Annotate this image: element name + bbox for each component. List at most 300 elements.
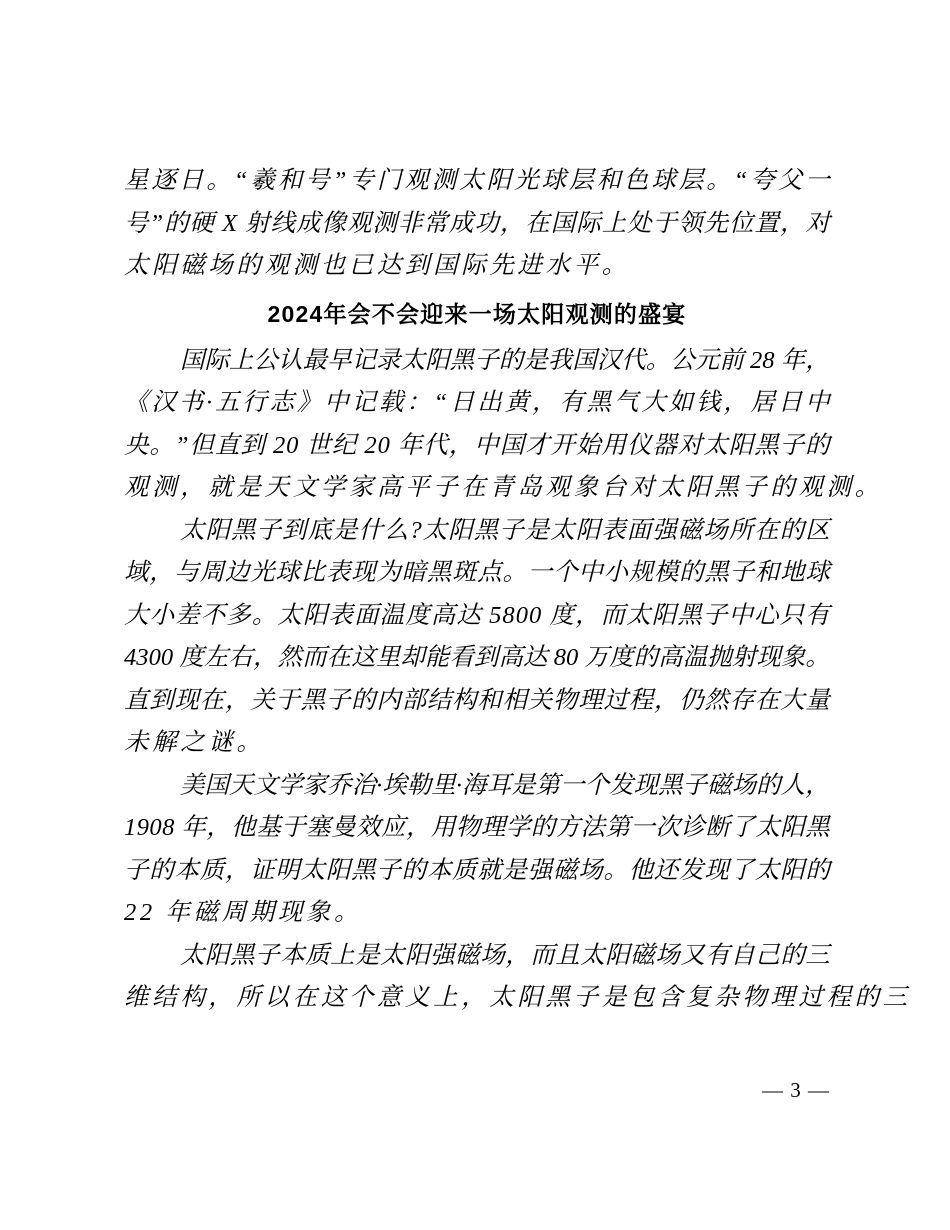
glyph: 美 <box>180 771 205 799</box>
glyph: 子 <box>256 516 281 544</box>
glyph: 大 <box>124 601 149 629</box>
text-run: 未解之谜。 <box>124 729 265 756</box>
glyph: 磁 <box>707 771 732 799</box>
glyph: 于 <box>652 209 678 237</box>
glyph: 到 <box>473 644 499 671</box>
glyph: 是 <box>510 771 536 799</box>
glyph: 次 <box>655 814 680 841</box>
glyph: 仪 <box>626 431 652 459</box>
glyph: 0 <box>529 601 542 629</box>
glyph: 和 <box>277 167 303 194</box>
glyph: 8 <box>502 601 515 629</box>
glyph: 出 <box>477 389 502 416</box>
glyph: 面 <box>626 516 652 544</box>
text-line <box>124 203 830 246</box>
glyph: ， <box>499 209 525 237</box>
text-run: 22 年磁周期现象。 <box>124 899 363 926</box>
glyph: 中 <box>805 389 830 416</box>
glyph: 度 <box>179 644 204 671</box>
glyph: 阳 <box>425 346 450 374</box>
glyph: 小 <box>149 601 175 629</box>
glyph: 。 <box>603 856 628 884</box>
glyph: 效 <box>356 814 381 841</box>
glyph: ” <box>332 167 347 194</box>
glyph: 球 <box>805 559 830 586</box>
text-line <box>124 722 830 765</box>
glyph: 海 <box>461 771 487 799</box>
glyph: 地 <box>780 559 805 586</box>
glyph: 。 <box>251 601 277 629</box>
glyph: “ <box>233 167 248 194</box>
glyph: 的 <box>805 431 830 459</box>
glyph: 0 <box>566 644 579 671</box>
glyph: 太 <box>459 167 484 194</box>
glyph: 8 <box>762 346 775 374</box>
glyph: 温 <box>682 644 708 671</box>
glyph: 边 <box>224 559 250 586</box>
glyph: 有 <box>705 941 730 969</box>
glyph: ， <box>224 856 250 884</box>
text-run: 观测，就是天文学家高平子在青岛观象台对太阳黑子的观测。 <box>124 474 883 501</box>
glyph: 三 <box>805 941 830 969</box>
glyph: 诊 <box>680 814 705 841</box>
glyph: 阳 <box>728 431 754 459</box>
glyph: 高 <box>658 644 683 671</box>
glyph: 子 <box>474 346 499 374</box>
glyph: 和 <box>754 559 780 586</box>
glyph: 的 <box>779 516 805 544</box>
glyph: 黑 <box>754 431 779 459</box>
glyph: 光 <box>514 167 539 194</box>
glyph: 才 <box>525 431 550 459</box>
glyph: 度 <box>549 601 574 629</box>
glyph: 了 <box>729 856 755 884</box>
glyph: 过 <box>603 686 628 714</box>
glyph: 本 <box>280 941 305 969</box>
glyph: ， <box>405 814 431 841</box>
glyph: 阳 <box>325 856 351 884</box>
glyph: 强 <box>652 516 677 544</box>
glyph: 耳 <box>486 771 511 799</box>
glyph: · <box>455 771 462 799</box>
glyph: 线 <box>270 209 296 237</box>
glyph: 模 <box>653 559 679 586</box>
glyph: 阳 <box>575 516 601 544</box>
glyph: 表 <box>328 601 353 629</box>
glyph: 学 <box>278 771 303 799</box>
glyph: 号 <box>305 167 330 194</box>
glyph: X <box>222 209 238 237</box>
glyph: 领 <box>678 209 703 237</box>
glyph: ， <box>653 686 679 714</box>
glyph: 的 <box>780 941 805 969</box>
glyph: 高 <box>430 601 456 629</box>
glyph: 色 <box>623 167 649 194</box>
glyph: 阳 <box>651 601 677 629</box>
glyph: 是 <box>355 941 380 969</box>
glyph: 程 <box>628 686 654 714</box>
glyph: 处 <box>627 209 652 237</box>
glyph: 什 <box>358 516 383 544</box>
glyph: 5 <box>489 601 502 629</box>
glyph: 志 <box>269 389 295 416</box>
glyph: 《 <box>124 389 149 416</box>
glyph: 像 <box>321 209 347 237</box>
glyph: 在 <box>199 686 225 714</box>
glyph: 不 <box>200 601 226 629</box>
section-heading: 2024年会不会迎来一场太阳观测的盛宴 <box>267 300 687 327</box>
glyph: 阳 <box>205 941 230 969</box>
glyph: 汉 <box>596 346 622 374</box>
glyph: 逐 <box>151 167 176 194</box>
glyph: 方 <box>555 814 581 841</box>
glyph: 器 <box>652 431 677 459</box>
glyph: 中 <box>578 559 603 586</box>
glyph: 。 <box>502 559 528 586</box>
glyph: 国 <box>550 209 576 237</box>
glyph: 成 <box>448 209 474 237</box>
glyph: 硬 <box>189 209 215 237</box>
glyph: ， <box>253 644 278 671</box>
glyph: 暗 <box>401 559 427 586</box>
glyph: 太 <box>550 516 575 544</box>
glyph: 场 <box>655 941 680 969</box>
glyph: 黑 <box>426 559 452 586</box>
glyph <box>542 595 548 638</box>
glyph: 夸 <box>750 167 775 194</box>
glyph: 又 <box>680 941 705 969</box>
glyph: 际 <box>204 346 230 374</box>
glyph: 2 <box>750 346 763 374</box>
glyph: 在 <box>326 644 352 671</box>
glyph: 太 <box>400 346 426 374</box>
glyph: 达 <box>456 601 481 629</box>
glyph: 的 <box>498 346 524 374</box>
glyph: · <box>376 771 383 799</box>
glyph: ， <box>779 209 805 237</box>
glyph: 看 <box>449 644 474 671</box>
glyph: 始 <box>576 431 601 459</box>
glyph: 观 <box>404 167 429 194</box>
glyph: 0 <box>149 814 162 841</box>
glyph: 心 <box>754 601 779 629</box>
glyph: 4 <box>124 644 137 671</box>
glyph: 部 <box>401 686 427 714</box>
glyph: 了 <box>730 814 755 841</box>
glyph: 上 <box>330 941 355 969</box>
glyph: 太 <box>180 516 205 544</box>
glyph: 能 <box>424 644 450 671</box>
glyph: 大 <box>780 686 805 714</box>
glyph: 3 <box>136 644 149 671</box>
glyph: 只 <box>779 601 805 629</box>
glyph: 现 <box>704 856 729 884</box>
glyph: 2 <box>272 431 286 459</box>
text-line <box>124 425 830 468</box>
glyph: 世 <box>306 431 331 459</box>
glyph: 底 <box>307 516 332 544</box>
glyph: 然 <box>277 644 303 671</box>
glyph: 到 <box>149 686 174 714</box>
glyph: 0 <box>515 601 528 629</box>
glyph: 勒 <box>406 771 432 799</box>
glyph: 强 <box>430 941 455 969</box>
glyph: 记 <box>351 389 377 416</box>
glyph: 太 <box>755 814 780 841</box>
glyph: 面 <box>354 601 379 629</box>
glyph: 层 <box>678 167 704 194</box>
glyph: 0 <box>286 431 299 459</box>
glyph: 在 <box>754 516 779 544</box>
glyph: 书 <box>178 389 204 416</box>
glyph: 8 <box>553 644 566 671</box>
glyph: 关 <box>527 686 553 714</box>
glyph: 的 <box>149 856 174 884</box>
glyph: 子 <box>255 941 280 969</box>
glyph: 太 <box>703 431 728 459</box>
glyph: 黑 <box>586 389 612 416</box>
glyph: 黑 <box>351 856 376 884</box>
glyph: 太 <box>380 941 405 969</box>
glyph: 里 <box>375 644 401 671</box>
glyph: 是 <box>523 346 548 374</box>
glyph: 他 <box>231 814 256 841</box>
glyph: 现 <box>351 559 376 586</box>
glyph: 规 <box>628 559 654 586</box>
glyph: 物 <box>552 686 578 714</box>
text-line <box>124 245 830 288</box>
glyph: 的 <box>351 686 376 714</box>
text-line <box>124 935 830 978</box>
glyph: 现 <box>633 771 659 799</box>
glyph: 构 <box>452 686 477 714</box>
text-line <box>124 595 830 638</box>
glyph: 日 <box>450 389 475 416</box>
glyph: 阳 <box>448 516 473 544</box>
glyph: 有 <box>559 389 584 416</box>
glyph: 多 <box>226 601 251 629</box>
glyph: 基 <box>256 814 281 841</box>
glyph: 星 <box>124 167 149 194</box>
glyph: 常 <box>423 209 448 237</box>
glyph: 斑 <box>452 559 477 586</box>
glyph: 国 <box>499 431 525 459</box>
glyph: 太 <box>422 516 448 544</box>
glyph: 成 <box>296 209 321 237</box>
text-line <box>124 467 883 510</box>
glyph: 。 <box>645 346 671 374</box>
glyph: 层 <box>568 167 594 194</box>
glyph: 日 <box>777 389 803 416</box>
glyph: 治 <box>351 771 377 799</box>
glyph: 现 <box>174 686 199 714</box>
glyph: 存 <box>729 686 755 714</box>
glyph: 的 <box>805 856 830 884</box>
glyph: 和 <box>596 167 621 194</box>
glyph: 质 <box>305 941 330 969</box>
glyph: 阳 <box>205 516 230 544</box>
glyph: 左 <box>203 644 229 671</box>
glyph: 质 <box>199 856 225 884</box>
glyph: 子 <box>376 856 401 884</box>
glyph: 场 <box>731 771 757 799</box>
glyph: “ <box>733 167 748 194</box>
glyph: ， <box>206 814 231 841</box>
glyph: 场 <box>703 516 728 544</box>
glyph: 阳 <box>486 167 512 194</box>
glyph <box>175 807 181 850</box>
glyph: 年 <box>780 346 806 374</box>
glyph: 球 <box>541 167 567 194</box>
glyph: 五 <box>214 389 240 416</box>
glyph: 度 <box>609 644 634 671</box>
glyph: 乔 <box>327 771 352 799</box>
glyph: · <box>205 389 213 416</box>
glyph: 公 <box>253 346 279 374</box>
glyph: 结 <box>426 686 452 714</box>
glyph: 但 <box>189 431 214 459</box>
glyph: 法 <box>580 814 606 841</box>
glyph: 于 <box>281 814 306 841</box>
glyph: 置 <box>754 209 780 237</box>
glyph: 断 <box>705 814 730 841</box>
glyph: 黑 <box>449 346 475 374</box>
glyph: 2 <box>364 431 377 459</box>
glyph: 用 <box>601 431 627 459</box>
glyph: 直 <box>214 431 240 459</box>
glyph: ， <box>532 389 557 416</box>
glyph: 而 <box>302 644 327 671</box>
glyph: 太 <box>180 941 205 969</box>
glyph: 发 <box>679 856 704 884</box>
glyph: 用 <box>430 814 456 841</box>
glyph: ， <box>505 941 530 969</box>
glyph: 右 <box>228 644 253 671</box>
glyph: 对 <box>805 209 830 237</box>
glyph: 和 <box>477 686 502 714</box>
glyph: 差 <box>175 601 200 629</box>
glyph: 到 <box>282 516 307 544</box>
text-line <box>124 807 830 850</box>
glyph: 里 <box>431 771 456 799</box>
glyph: 的 <box>756 771 781 799</box>
glyph: 子 <box>325 686 351 714</box>
glyph: 磁 <box>552 856 578 884</box>
glyph: 国 <box>204 771 230 799</box>
glyph: 却 <box>400 644 425 671</box>
glyph: 太 <box>626 601 651 629</box>
glyph: 父 <box>777 167 803 194</box>
glyph <box>357 425 363 468</box>
glyph: 强 <box>527 856 553 884</box>
glyph: 太 <box>580 941 605 969</box>
glyph: 自 <box>730 941 755 969</box>
glyph: 人 <box>780 771 806 799</box>
glyph: 么 <box>384 516 409 544</box>
glyph: 达 <box>523 644 548 671</box>
glyph: 代 <box>423 431 448 459</box>
glyph: 我 <box>547 346 573 374</box>
glyph: 为 <box>376 559 401 586</box>
text-line <box>124 552 830 595</box>
glyph: 关 <box>250 686 275 714</box>
glyph: 。 <box>805 644 830 671</box>
glyph: 黑 <box>677 601 702 629</box>
glyph: 相 <box>502 686 528 714</box>
glyph: 如 <box>668 389 694 416</box>
glyph: 年 <box>397 431 423 459</box>
glyph: 中 <box>728 601 753 629</box>
glyph: 埃 <box>382 771 407 799</box>
glyph: ? <box>409 516 422 544</box>
text-line <box>124 765 830 808</box>
glyph: ” <box>174 431 189 459</box>
glyph: 然 <box>704 686 729 714</box>
glyph: 明 <box>275 856 300 884</box>
glyph: 象 <box>780 644 806 671</box>
glyph: 黑 <box>658 771 683 799</box>
glyph: 球 <box>651 167 676 194</box>
glyph: 对 <box>677 431 703 459</box>
page-content <box>124 160 911 1020</box>
glyph: 际 <box>576 209 601 237</box>
glyph: 。 <box>706 167 731 194</box>
glyph: 开 <box>550 431 576 459</box>
glyph: 中 <box>324 389 349 416</box>
glyph: ” <box>149 209 164 237</box>
text-line <box>124 637 830 680</box>
glyph: 射 <box>731 644 757 671</box>
glyph: 认 <box>278 346 303 374</box>
glyph: 他 <box>628 856 654 884</box>
glyph <box>299 425 305 468</box>
glyph: 国 <box>572 346 597 374</box>
glyph: 子 <box>499 516 524 544</box>
glyph: 本 <box>174 856 199 884</box>
glyph: 应 <box>381 814 406 841</box>
glyph: 行 <box>242 389 267 416</box>
glyph: 直 <box>124 686 149 714</box>
glyph: 位 <box>729 209 754 237</box>
glyph: 比 <box>300 559 326 586</box>
glyph: 量 <box>805 686 830 714</box>
glyph: 前 <box>719 346 744 374</box>
glyph: 己 <box>755 941 780 969</box>
glyph: 汉 <box>151 389 176 416</box>
glyph: 文 <box>253 771 279 799</box>
text-line <box>124 160 830 203</box>
glyph: 》 <box>296 389 322 416</box>
glyph: 阳 <box>405 941 430 969</box>
glyph: 8 <box>162 814 175 841</box>
glyph: 一 <box>527 559 553 586</box>
glyph <box>238 203 244 246</box>
glyph <box>482 595 488 638</box>
glyph: 内 <box>376 686 401 714</box>
glyph: 塞 <box>306 814 331 841</box>
glyph: 门 <box>376 167 402 194</box>
glyph: 观 <box>347 209 372 237</box>
glyph: “ <box>433 389 448 416</box>
glyph: 专 <box>349 167 374 194</box>
glyph: 黑 <box>230 941 255 969</box>
glyph: 区 <box>805 516 830 544</box>
text-line <box>124 977 911 1020</box>
text-run: 维结构，所以在这个意义上，太阳黑子是包含复杂物理过程的三 <box>124 984 911 1011</box>
glyph: 钱 <box>695 389 721 416</box>
glyph: 子 <box>702 601 728 629</box>
glyph: 0 <box>148 644 161 671</box>
